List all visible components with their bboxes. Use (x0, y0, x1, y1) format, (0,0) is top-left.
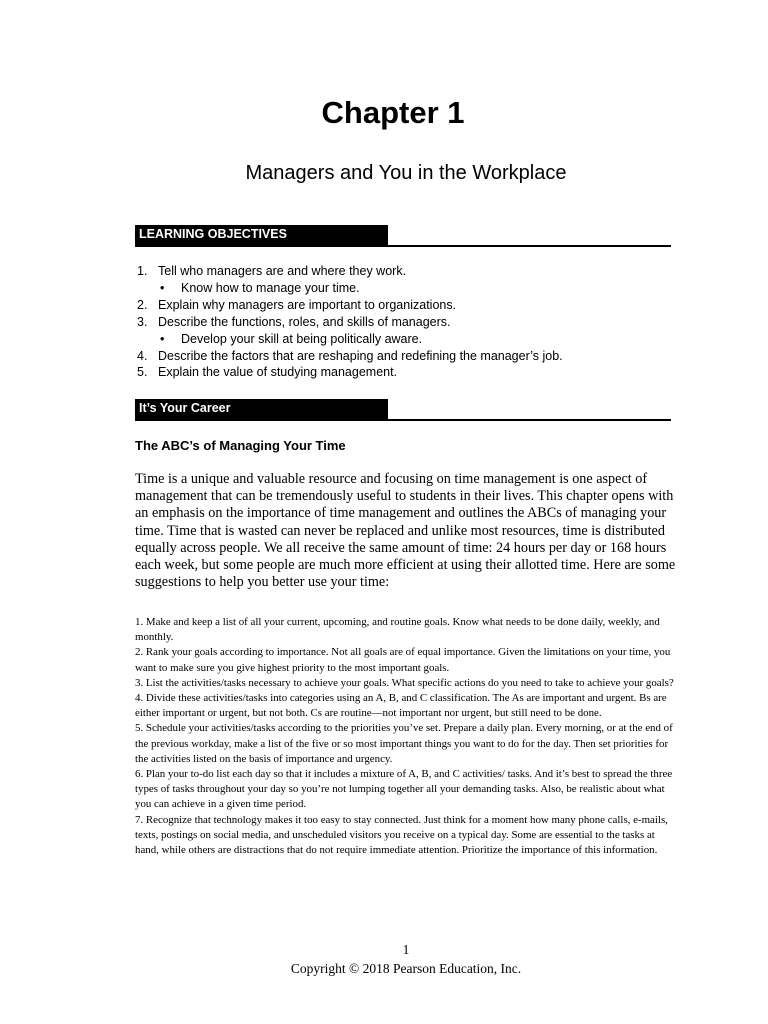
objective-number: 4. (137, 348, 148, 363)
suggestion-item: 5. Schedule your activities/tasks according to the priorities you’ve set. Prepare a daily plan. Every morning, or at the end of the previous workday, make a list of the five or so most important things you want to do for the day. Then set priorities for the activities listed on the basis of importance and urgency. (135, 722, 673, 765)
suggestion-item: 6. Plan your to-do list each day so that it includes a mixture of A, B, and C activities/ tasks. And it’s best to spread the three types of tasks throughout your day so you’re not lumping together all your demanding tasks. Also, be realistic about what you can achieve in a given time period. (135, 768, 673, 811)
suggestion-item: 7. Recognize that technology makes it too easy to stay connected. Just think for a moment how many phone calls, e-mails, texts, postings on social media, and unscheduled visitors you receive on a typical day. Some are essential to the tasks at hand, while others are distractions that do not require immediate attention. Prioritize the importance of this information. (135, 813, 668, 857)
objective-text: Explain the value of studying management. (158, 365, 398, 380)
objective-subitem (137, 280, 677, 297)
objective-number: 3. (137, 314, 148, 329)
objective-item (137, 314, 677, 331)
career-header (135, 399, 671, 421)
learning-objectives-heading: LEARNING OBJECTIVES (135, 225, 388, 245)
chapter-subtitle: Managers and You in the Workplace (245, 162, 567, 184)
objective-item (137, 348, 677, 365)
page-number: 1 (402, 942, 410, 957)
objective-subitem-text: Know how to manage your time. (181, 280, 360, 295)
objective-item (137, 364, 677, 381)
objective-number: 2. (137, 297, 148, 312)
chapter-title: Chapter 1 (321, 95, 465, 130)
objective-subitem-text: Develop your skill at being politically aware. (181, 331, 423, 346)
learning-objectives-list (137, 263, 677, 381)
learning-objectives-header (135, 225, 671, 247)
suggestion-item: 4. Divide these activities/tasks into categories using an A, B, and C classification. The As are important and urgent. Bs are either important or urgent, but not both. Cs are routine—not important nor urgent, but still need to be done. (135, 692, 667, 720)
objective-item (137, 263, 677, 280)
suggestions-list (135, 615, 675, 858)
copyright-notice: Copyright © 2018 Pearson Education, Inc. (290, 961, 522, 976)
objective-text: Tell who managers are and where they work. (158, 264, 407, 278)
suggestion-item: 3. List the activities/tasks necessary to achieve your goals. What specific actions do you need to take to achieve your goals? (135, 676, 674, 689)
objective-subitem (137, 331, 677, 348)
intro-paragraph: Time is a unique and valuable resource and focusing on time management is one aspect of management that can be tremendously useful to students in their lives. This chapter opens with an emphasis on the importance of time management and outlines the ABCs of managing your time. Time that is wasted can never be replaced and unlike most resources, time is distributed equally across people. We all receive the same amount of time: 24 hours per day or 168 hours each week, but some people are much more efficient at using their allotted time. Here are some suggestions to help you better use your time: (135, 471, 676, 591)
suggestion-item: 2. Rank your goals according to importance. Not all goals are of equal importance. Given the limitations on your time, you want to make sure you give highest priority to the most important goals. (135, 646, 671, 674)
objective-number: 1. (137, 264, 148, 278)
objective-text: Describe the functions, roles, and skills of managers. (158, 314, 451, 329)
objective-number: 5. (137, 365, 148, 380)
objective-item (137, 297, 677, 314)
objective-text: Describe the factors that are reshaping and redefining the manager’s job. (158, 348, 563, 363)
section-subheading: The ABC’s of Managing Your Time (135, 438, 346, 453)
bullet-icon: • (160, 280, 165, 295)
objective-text: Explain why managers are important to organizations. (158, 297, 457, 312)
career-heading: It’s Your Career (135, 399, 388, 419)
suggestion-item: 1. Make and keep a list of all your current, upcoming, and routine goals. Know what needs to be done daily, weekly, and monthly. (135, 616, 660, 644)
bullet-icon: • (160, 331, 165, 346)
